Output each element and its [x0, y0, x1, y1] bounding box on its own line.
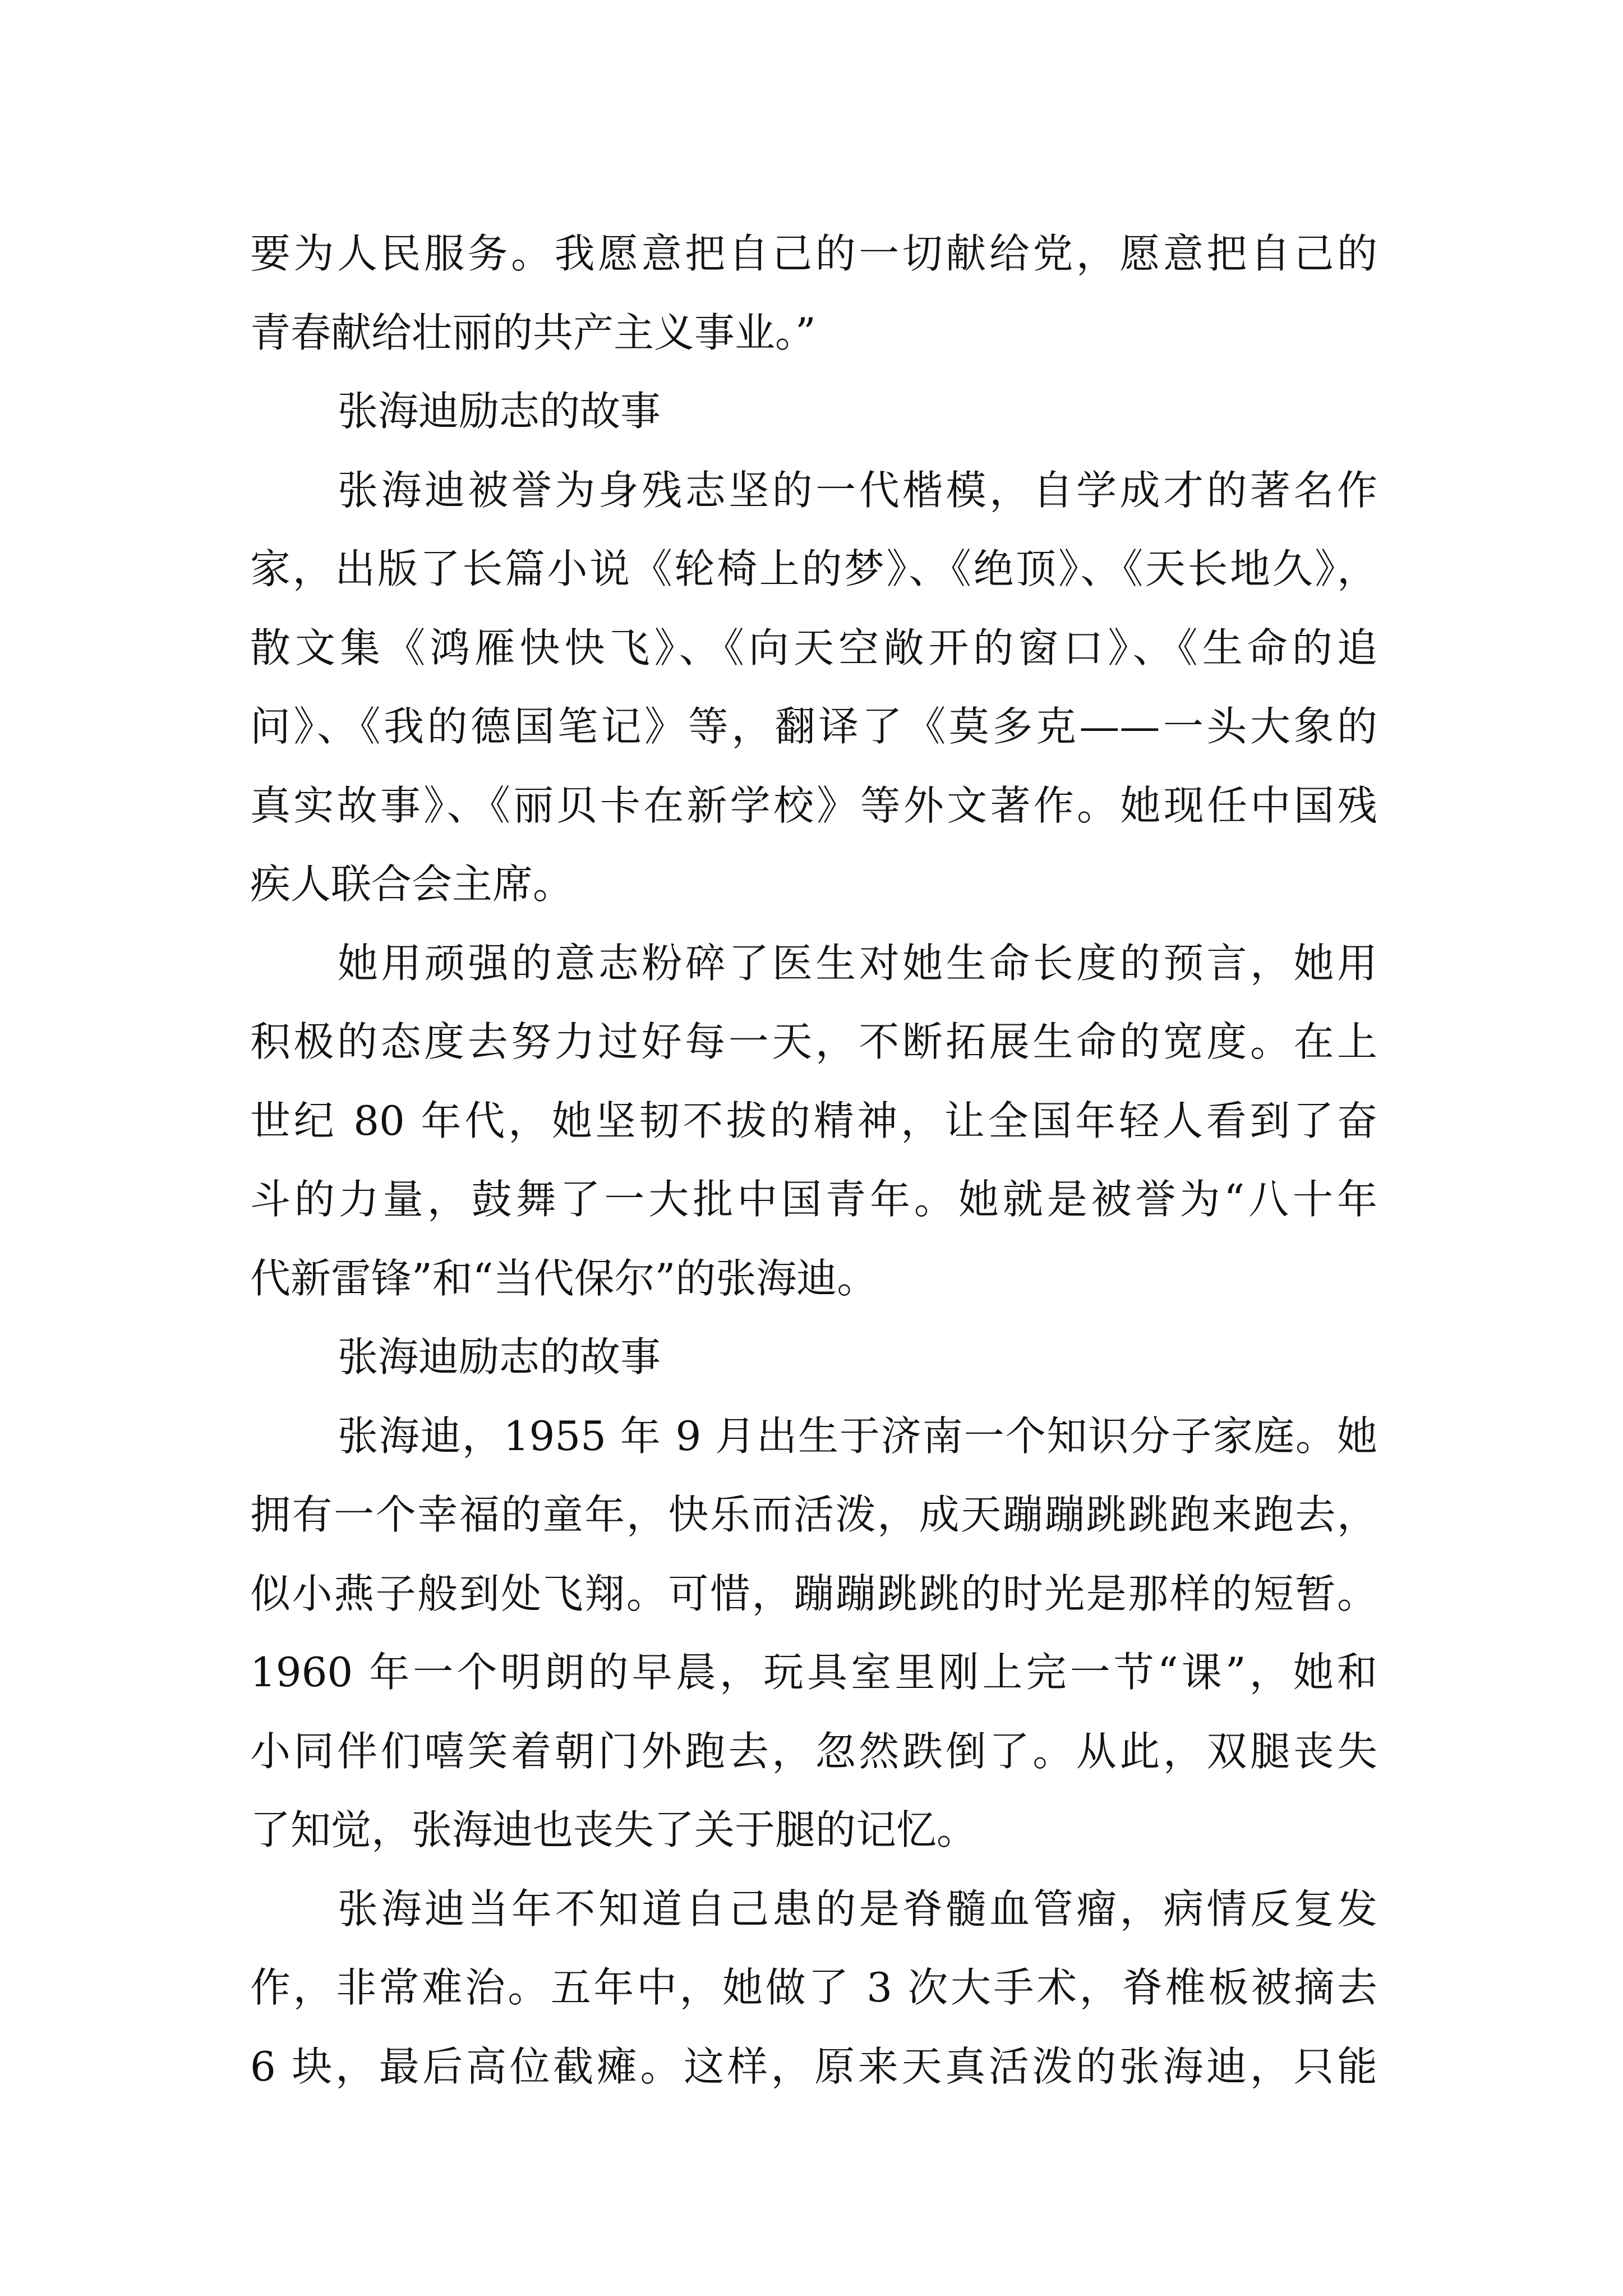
text-line: 1960 年一个明朗的早晨，玩具室里刚上完一节“课”，她和 [250, 1649, 1377, 1696]
section-heading: 张海迪励志的故事 [338, 1333, 661, 1381]
text-line: 真实故事》、《丽贝卡在新学校》等外文著作。她现任中国残 [250, 781, 1377, 829]
text-line: 张海迪，1955 年 9 月出生于济南一个知识分子家庭。她 [338, 1412, 1377, 1460]
text-line: 张海迪被誉为身残志坚的一代楷模，自学成才的著名作 [338, 466, 1377, 514]
text-line: 青春献给壮丽的共产主义事业。” [250, 309, 816, 356]
text-line: 积极的态度去努力过好每一天，不断拓展生命的宽度。在上 [250, 1018, 1377, 1065]
text-line: 她用顽强的意志粉碎了医生对她生命长度的预言，她用 [338, 939, 1377, 987]
text-line: 问》、《我的德国笔记》等，翻译了《莫多克——一头大象的 [250, 703, 1377, 750]
text-line: 疾人联合会主席。 [250, 861, 574, 908]
text-line: 世纪 80 年代，她坚韧不拔的精神，让全国年轻人看到了奋 [250, 1097, 1377, 1144]
text-line: 要为人民服务。我愿意把自己的一切献给党，愿意把自己的 [250, 230, 1377, 277]
text-line: 小同伴们嘻笑着朝门外跑去，忽然跌倒了。从此，双腿丧失 [250, 1727, 1377, 1775]
text-line: 张海迪当年不知道自己患的是脊髓血管瘤，病情反复发 [338, 1885, 1377, 1932]
text-line: 斗的力量，鼓舞了一大批中国青年。她就是被誉为“八十年 [250, 1176, 1377, 1223]
text-line: 似小燕子般到处飞翔。可惜，蹦蹦跳跳的时光是那样的短暂。 [250, 1570, 1377, 1617]
text-line: 作，非常难治。五年中，她做了 3 次大手术，脊椎板被摘去 [250, 1964, 1377, 2011]
text-line: 家，出版了长篇小说《轮椅上的梦》、《绝顶》、《天长地久》， [250, 545, 1377, 592]
text-line: 代新雷锋”和“当代保尔”的张海迪。 [250, 1254, 878, 1302]
text-line: 拥有一个幸福的童年，快乐而活泼，成天蹦蹦跳跳跑来跑去， [250, 1491, 1377, 1538]
section-heading: 张海迪励志的故事 [338, 388, 661, 435]
text-line: 了知觉，张海迪也丧失了关于腿的记忆。 [250, 1806, 978, 1853]
text-line: 散文集《鸿雁快快飞》、《向天空敞开的窗口》、《生命的追 [250, 624, 1377, 671]
text-line: 6 块，最后高位截瘫。这样，原来天真活泼的张海迪，只能 [250, 2042, 1377, 2090]
